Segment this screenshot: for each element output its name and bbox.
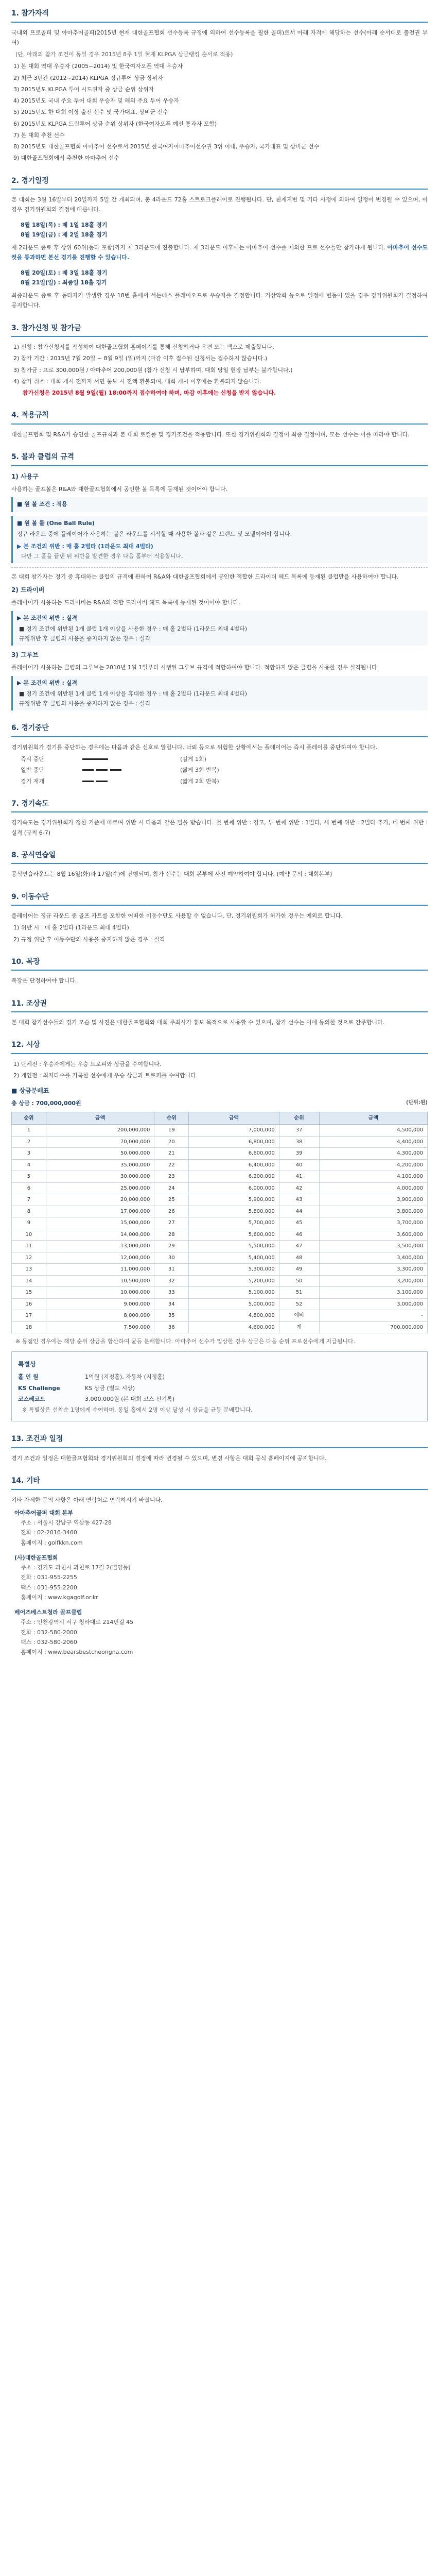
- section-header: [11, 849, 428, 865]
- amount-cell: 20,000,000: [46, 1194, 154, 1206]
- subsection-title: 3) 그루브: [11, 651, 39, 659]
- award-name: 코스레코드: [18, 1395, 46, 1402]
- rank-cell: 16: [12, 1298, 46, 1310]
- list-item: 1) 단체전 : 우승자에게는 우승 트로피와 상금을 수여합니다.: [13, 1060, 162, 1067]
- list-item: 8) 2015년도 대한골프협회 아마추어 선수로서 2015년 한국여자아마추어선수권 3위 이내, 우승자, 국가대표 및 상비군 선수: [13, 143, 320, 150]
- paragraph: 플레이어는 정규 라운드 중 골프 카트를 포함한 어떠한 이동수단도 사용할 수 없습니다. 단, 경기위원회가 허가한 경우는 예외로 합니다.: [11, 912, 343, 919]
- contact-link[interactable]: 홈페이지 : golfkkn.com: [21, 1539, 83, 1546]
- subsection-title: 1) 사용구: [11, 472, 39, 480]
- amount-cell: 30,000,000: [46, 1171, 154, 1183]
- paragraph: 경기속도는 경기위원회가 정한 기준에 따르며 위반 시 다음과 같은 벌을 받습니다. 첫 번째 위반 : 경고, 두 번째 위반 : 1벌타, 세 번째 위반 : 2벌타 추가, 네 번째 위반 : 실격 (규칙 6-7): [11, 819, 428, 836]
- column-header: 순위: [12, 1112, 46, 1125]
- special-award-row: [18, 1372, 421, 1382]
- deadline-notice: 참가신청은 2015년 8월 9일(월) 18:00까지 접수하여야 하며, 마감 이후에는 신청을 받지 않습니다.: [23, 389, 276, 396]
- amount-cell: 3,900,000: [319, 1194, 428, 1206]
- section-suspension: [11, 722, 428, 786]
- rank-cell: 8: [12, 1206, 46, 1217]
- amount-cell: 8,000,000: [46, 1310, 154, 1322]
- amount-cell: 3,700,000: [319, 1217, 428, 1229]
- prize-unit: (단위:원): [406, 1100, 428, 1106]
- rank-cell: 31: [154, 1264, 189, 1276]
- paragraph: 공식연습라운드는 8월 16일(화)과 17일(수)에 진행되며, 참가 선수는 대회 본부에 사전 예약하여야 합니다. (예약 문의 : 대회본부): [11, 871, 332, 878]
- signal-pattern-icon: [82, 781, 175, 782]
- rank-cell: 37: [279, 1125, 319, 1137]
- rank-cell: 5: [12, 1171, 46, 1183]
- section-header: [11, 7, 428, 23]
- paragraph: 플레이어가 사용하는 드라이버는 R&A의 적합 드라이버 헤드 목록에 등재된 것이어야 합니다.: [11, 599, 240, 606]
- list-item: 7) 본 대회 추천 선수: [13, 131, 65, 139]
- amount-cell: 5,700,000: [189, 1217, 279, 1229]
- list-item: 1) 위반 시 : 매 홀 2벌타 (1라운드 최대 4벌타): [13, 924, 129, 931]
- paragraph: 본 대회 참가자는 경기 중 휴대하는 클럽의 규격에 관하여 R&A와 대한골프협회에서 공인한 적합한 드라이버 헤드 목록에 등재된 클럽만을 사용하여야 합니다.: [11, 573, 399, 580]
- amount-cell: 5,800,000: [189, 1206, 279, 1217]
- rank-cell: 23: [154, 1171, 189, 1183]
- contact-link[interactable]: 홈페이지 : www.kgagolf.or.kr: [21, 1594, 98, 1601]
- amount-cell: 6,600,000: [189, 1148, 279, 1160]
- amount-cell: 5,400,000: [189, 1252, 279, 1264]
- amount-cell: 5,200,000: [189, 1275, 279, 1287]
- signal-pattern-icon: [82, 769, 175, 771]
- rank-cell: 34: [154, 1298, 189, 1310]
- list-item: 4) 2015년도 국내 주요 투어 대회 우승자 및 해외 주요 투어 우승자: [13, 97, 180, 104]
- rank-cell: 13: [12, 1264, 46, 1276]
- rule-title: ■ 원 볼 룰 (One Ball Rule): [17, 520, 95, 527]
- amount-cell: 5,100,000: [189, 1287, 279, 1299]
- signal-label: 즉시 중단: [21, 756, 45, 762]
- rule-line: ■ 경기 조건에 위반된 1개 클럽 1개 이상을 사용한 경우 : 매 홀 2벌타 (1라운드 최대 4벌타): [19, 625, 248, 632]
- rank-cell: 26: [154, 1206, 189, 1217]
- special-award-title: 특별상: [18, 1361, 36, 1368]
- amount-cell: 5,900,000: [189, 1194, 279, 1206]
- table-row: [12, 1217, 428, 1229]
- table-row: [12, 1182, 428, 1194]
- amount-cell: 6,400,000: [189, 1159, 279, 1171]
- table-row: [12, 1252, 428, 1264]
- table-row: [12, 1148, 428, 1160]
- rank-cell: 15: [12, 1287, 46, 1299]
- section-title: 9. 이동수단: [11, 892, 49, 901]
- rank-cell: 3: [12, 1148, 46, 1160]
- amount-cell: 10,500,000: [46, 1275, 154, 1287]
- rank-cell: 17: [12, 1310, 46, 1322]
- list-item: 3) 2015년도 KLPGA 투어 시드권자 중 상금 순위 상위자: [13, 86, 154, 93]
- section-misc: [11, 1475, 428, 1657]
- section-header: [11, 175, 428, 190]
- section-header: [11, 451, 428, 466]
- rule-title: ▶ 본 조건의 위반 : 실격: [17, 614, 78, 621]
- amount-cell: 6,000,000: [189, 1182, 279, 1194]
- section-header: [11, 891, 428, 906]
- amount-cell: 200,000,000: [46, 1125, 154, 1137]
- prize-meta: [11, 1098, 428, 1108]
- amount-cell: 4,500,000: [319, 1125, 428, 1137]
- amount-cell: 70,000,000: [46, 1136, 154, 1148]
- amount-cell: 17,000,000: [46, 1206, 154, 1217]
- rank-cell: 41: [279, 1171, 319, 1183]
- amount-cell: 4,800,000: [189, 1310, 279, 1322]
- section-title: 6. 경기중단: [11, 724, 49, 733]
- amount-cell: 4,400,000: [319, 1136, 428, 1148]
- contact-org: (사)대한골프협회: [14, 1554, 58, 1561]
- rank-cell: 35: [154, 1310, 189, 1322]
- amount-cell: 35,000,000: [46, 1159, 154, 1171]
- section-equipment: [11, 451, 428, 710]
- paragraph: 정규 라운드 중에 플레이어가 사용하는 볼은 라운드를 시작할 때 사용한 볼과 같은 브랜드 및 모델이어야 합니다.: [17, 531, 292, 538]
- rule-line: 규정위반 후 클럽의 사용을 중지하지 않은 경우 : 실격: [19, 635, 150, 642]
- rank-cell: 45: [279, 1217, 319, 1229]
- paragraph: 기타 자세한 문의 사항은 아래 연락처로 연락하시기 바랍니다.: [11, 1496, 163, 1503]
- amount-cell: 4,000,000: [319, 1182, 428, 1194]
- amount-cell: 3,500,000: [319, 1241, 428, 1252]
- section-header: [11, 722, 428, 737]
- amount-cell: 3,300,000: [319, 1264, 428, 1276]
- paragraph: 사용하는 골프볼은 R&A와 대한골프협회에서 공인한 볼 목록에 등재된 것이어야 합니다.: [11, 485, 227, 493]
- amount-cell: 10,000,000: [46, 1287, 154, 1299]
- amount-cell: 700,000,000: [319, 1321, 428, 1333]
- rank-cell: 36: [154, 1321, 189, 1333]
- section-header: [11, 997, 428, 1013]
- amount-cell: 12,000,000: [46, 1252, 154, 1264]
- table-header-row: [12, 1112, 428, 1125]
- list-item: 1) 신청 : 참가신청서를 작성하여 대한골프협회 홈페이지를 통해 신청하거나 우편 또는 팩스로 제출합니다.: [13, 344, 274, 350]
- contact-line: 팩스 : 032-580-2060: [21, 1638, 77, 1646]
- rank-cell: 30: [154, 1252, 189, 1264]
- column-header: 금액: [46, 1112, 154, 1125]
- table-row: [12, 1275, 428, 1287]
- amount-cell: 4,200,000: [319, 1159, 428, 1171]
- rank-cell: 46: [279, 1229, 319, 1241]
- amount-cell: 3,200,000: [319, 1275, 428, 1287]
- rank-cell: 14: [12, 1275, 46, 1287]
- list-item: 9) 대한골프협회에서 추천한 아마추어 선수: [13, 155, 119, 162]
- paragraph: 경기 조건과 일정은 대한골프협회와 경기위원회의 결정에 따라 변경될 수 있으며, 변경 사항은 대회 공식 홈페이지에 공지합니다.: [11, 1454, 326, 1462]
- paragraph: 경기위원회가 경기를 중단하는 경우에는 다음과 같은 신호로 알립니다. 낙뢰 등으로 위험한 상황에서는 플레이어는 즉시 플레이를 중단하여야 합니다.: [11, 743, 378, 751]
- rank-cell: 1: [12, 1125, 46, 1137]
- section-title: 1. 참가자격: [11, 9, 49, 18]
- section-header: [11, 322, 428, 337]
- contact-block: [14, 1508, 428, 1548]
- amount-cell: 7,000,000: [189, 1125, 279, 1137]
- schedule-line: 8월 19일(금) : 제 2일 18홀 경기: [21, 231, 108, 238]
- rank-cell: 48: [279, 1252, 319, 1264]
- rank-cell: 9: [12, 1217, 46, 1229]
- paragraph: [11, 243, 428, 263]
- contact-line: 전화 : 02-2016-3460: [21, 1529, 77, 1536]
- column-header: 금액: [189, 1112, 279, 1125]
- contact-block: [14, 1607, 428, 1657]
- signal-desc: (짧게 2회 반복): [180, 777, 219, 785]
- table-row: [12, 1136, 428, 1148]
- table-row: [12, 1125, 428, 1137]
- signal-row: [21, 754, 428, 764]
- rank-cell: 10: [12, 1229, 46, 1241]
- schedule-line: 8월 21일(일) : 최종일 18홀 경기: [21, 279, 107, 286]
- amount-cell: 5,300,000: [189, 1264, 279, 1276]
- rank-cell: 33: [154, 1287, 189, 1299]
- rank-cell: 21: [154, 1148, 189, 1160]
- penalty-text: ▶ 본 조건의 위반 : 매 홀 2벌타 (1라운드 최대 4벌타): [17, 543, 153, 550]
- table-row: [12, 1264, 428, 1276]
- signal-desc: (길게 1회): [180, 756, 206, 762]
- amount-cell: 4,600,000: [189, 1321, 279, 1333]
- note-text: ※ 특별상은 선착순 1명에게 수여하며, 동일 홀에서 2명 이상 달성 시 상금을 균등 분배합니다.: [22, 1406, 253, 1413]
- table-row: [12, 1310, 428, 1322]
- column-header: 금액: [319, 1112, 428, 1125]
- section-title: 7. 경기속도: [11, 799, 49, 808]
- amount-cell: 3,600,000: [319, 1229, 428, 1241]
- table-row: [12, 1229, 428, 1241]
- section-eligibility: [11, 7, 428, 163]
- rank-cell: 예비: [279, 1310, 319, 1322]
- rank-cell: 7: [12, 1194, 46, 1206]
- section-title: 4. 적용규칙: [11, 411, 49, 420]
- amount-cell: 3,400,000: [319, 1252, 428, 1264]
- rule-line: 규정위반 후 클럽의 사용을 중지하지 않은 경우 : 실격: [19, 700, 150, 707]
- amount-cell: 5,600,000: [189, 1229, 279, 1241]
- list-item: 6) 2015년도 KLPGA 드림투어 상금 순위 상위자 (한국여자오픈 예선 통과자 포함): [13, 120, 217, 127]
- signal-desc: (짧게 3회 반복): [180, 767, 219, 774]
- section-title: 13. 조건과 일정: [11, 1435, 63, 1444]
- contact-org: 베어즈베스트청라 골프클럽: [14, 1609, 82, 1616]
- table-row: [12, 1241, 428, 1252]
- table-row: [12, 1159, 428, 1171]
- paragraph: 대한골프협회 및 R&A가 승인한 골프규칙과 본 대회 로컬룰 및 경기조건을 적용합니다. 또한 경기위원회의 결정이 최종 결정이며, 모든 선수는 이를 따라야 합니다.: [11, 431, 410, 438]
- list-item: 3) 참가금 : 프로 300,000원 / 아마추어 200,000원 (참가 신청 시 납부하며, 대회 당일 현장 납부는 불가합니다.): [13, 366, 293, 374]
- rule-title: ▶ 본 조건의 위반 : 실격: [17, 679, 78, 686]
- prize-table-body: [12, 1125, 428, 1333]
- rank-cell: 6: [12, 1182, 46, 1194]
- rank-cell: 27: [154, 1217, 189, 1229]
- amount-cell: 11,000,000: [46, 1264, 154, 1276]
- list-item: 1) 본 대회 역대 우승자 (2005~2014) 및 한국여자오픈 역대 우승자: [13, 63, 183, 70]
- section-pace: [11, 798, 428, 838]
- rank-cell: 11: [12, 1241, 46, 1252]
- subsection-title: 2) 드라이버: [11, 586, 45, 594]
- rule-box: [11, 497, 428, 512]
- rank-cell: 18: [12, 1321, 46, 1333]
- section-title: 8. 공식연습일: [11, 851, 56, 859]
- rule-title: ■ 원 볼 조건 : 적용: [17, 500, 67, 507]
- rank-cell: 20: [154, 1136, 189, 1148]
- section-conditions: [11, 1433, 428, 1463]
- signal-label: 일반 중단: [21, 767, 45, 774]
- rank-cell: 28: [154, 1229, 189, 1241]
- contact-block: [14, 1553, 428, 1602]
- list-item: 2) 참가 기간 : 2015년 7월 20일 ~ 8월 9일 (일)까지 (마감 이후 접수된 신청서는 접수하지 않습니다.): [13, 355, 268, 362]
- rank-cell: 49: [279, 1264, 319, 1276]
- list-item: 5) 2015년도 한 대회 이상 출전 선수 및 국가대표, 상비군 선수: [13, 109, 168, 116]
- section-title: 12. 시상: [11, 1041, 40, 1049]
- rank-cell: 29: [154, 1241, 189, 1252]
- amount-cell: -: [319, 1310, 428, 1322]
- section-header: [11, 1039, 428, 1054]
- contact-line: 전화 : 031-955-2255: [21, 1574, 77, 1581]
- rank-cell: 2: [12, 1136, 46, 1148]
- rank-cell: 24: [154, 1182, 189, 1194]
- contact-line: 주소 : 경기도 과천시 과천로 17길 2(별양동): [21, 1564, 131, 1571]
- cut-note: 아마추어 선수도 컷을 통과하면 본선 경기를 진행할 수 있습니다.: [11, 244, 428, 261]
- paragraph: 국내외 프로골퍼 및 아마추어골퍼(2015년 현재 대한골프협회 선수등록 규정에 의하여 선수등록을 필한 골퍼)로서 아래 자격에 해당하는 선수(아래 순서대로 출전권 부여): [11, 29, 428, 46]
- rule-line: ■ 경기 조건에 위반된 1개 클럽 1개 이상을 휴대한 경우 : 매 홀 2벌타 (1라운드 최대 4벌타): [19, 690, 248, 697]
- paragraph: 본 대회는 3월 16일부터 20일까지 5일 간 개최되며, 총 4라운드 72홀 스트로크플레이로 진행됩니다. 단, 천재지변 및 기타 사정에 의하여 일정이 변경될 수 있으며, 이 경우 경기위원회의 결정에 따릅니다.: [11, 196, 428, 213]
- note-text: (단, 아래의 참가 조건이 동일 경우 2015년 8주 1일 현재 KLPGA 상금랭킹 순서로 적용): [15, 51, 233, 58]
- amount-cell: 6,200,000: [189, 1171, 279, 1183]
- signal-label: 경기 재개: [21, 777, 45, 785]
- prize-table: [11, 1112, 428, 1334]
- note-text: 다만 그 홀을 끝낸 뒤 위반을 발견한 경우 다음 홀부터 적용합니다.: [21, 552, 183, 560]
- section-portrait: [11, 997, 428, 1028]
- rank-cell: 42: [279, 1182, 319, 1194]
- prize-table-title: ■ 상금분배표: [11, 1087, 49, 1095]
- rank-cell: 51: [279, 1287, 319, 1299]
- amount-cell: 3,800,000: [319, 1206, 428, 1217]
- amount-cell: 7,500,000: [46, 1321, 154, 1333]
- rule-box: [11, 676, 428, 711]
- special-award-row: [18, 1383, 421, 1393]
- section-header: [11, 1433, 428, 1448]
- section-entry: [11, 322, 428, 398]
- rank-cell: 44: [279, 1206, 319, 1217]
- section-schedule: [11, 175, 428, 311]
- rank-cell: 22: [154, 1159, 189, 1171]
- note-text: ※ 동점인 경우에는 해당 순위 상금을 합산하여 균등 분배합니다. 아마추어 선수가 입상한 경우 상금은 다음 순위 프로선수에게 지급됩니다.: [15, 1338, 356, 1345]
- list-item: 4) 참가 취소 : 대회 개시 전까지 서면 통보 시 전액 환불되며, 대회 개시 이후에는 환불되지 않습니다.: [13, 378, 261, 385]
- table-row: [12, 1287, 428, 1299]
- table-row: [12, 1171, 428, 1183]
- contact-line: 전화 : 032-580-2000: [21, 1629, 77, 1636]
- amount-cell: 4,100,000: [319, 1171, 428, 1183]
- section-header: [11, 798, 428, 813]
- rank-cell: 12: [12, 1252, 46, 1264]
- signal-row: [21, 776, 428, 786]
- contact-line: 주소 : 인천광역시 서구 청라대로 214번길 45: [21, 1619, 134, 1626]
- list-item: 2) 최근 3년간 (2012~2014) KLPGA 정규투어 상금 상위자: [13, 74, 163, 81]
- rank-cell: 50: [279, 1275, 319, 1287]
- rank-cell: 계: [279, 1321, 319, 1333]
- amount-cell: 14,000,000: [46, 1229, 154, 1241]
- paragraph: 최종라운드 종료 후 동타자가 발생할 경우 18번 홀에서 서든데스 플레이오프로 우승자를 결정합니다. 기상악화 등으로 일정에 변동이 있을 경우 경기위원회가 결정하여 공지합니다.: [11, 292, 428, 309]
- amount-cell: 3,000,000: [319, 1298, 428, 1310]
- rank-cell: 52: [279, 1298, 319, 1310]
- list-item: 2) 규정 위반 후 이동수단의 사용을 중지하지 않은 경우 : 실격: [13, 936, 165, 943]
- amount-cell: 6,800,000: [189, 1136, 279, 1148]
- section-rules: [11, 409, 428, 439]
- contact-line: 팩스 : 031-955-2200: [21, 1584, 77, 1591]
- award-name: KS Challenge: [18, 1384, 60, 1392]
- rule-box: [11, 516, 428, 563]
- schedule-line: 8월 20일(토) : 제 3일 18홀 경기: [21, 269, 108, 276]
- section-transport: [11, 891, 428, 944]
- section-header: [11, 956, 428, 971]
- section-awards: [11, 1039, 428, 1421]
- table-row: [12, 1194, 428, 1206]
- amount-cell: 15,000,000: [46, 1217, 154, 1229]
- amount-cell: 5,000,000: [189, 1298, 279, 1310]
- section-title: 5. 볼과 클럽의 규격: [11, 453, 74, 461]
- rank-cell: 43: [279, 1194, 319, 1206]
- signal-row: [21, 765, 428, 775]
- contact-org: 아마추어골퍼 대회 본부: [14, 1509, 73, 1516]
- rank-cell: 47: [279, 1241, 319, 1252]
- section-practice: [11, 849, 428, 879]
- amount-cell: 5,500,000: [189, 1241, 279, 1252]
- paragraph-text: 제 2라운드 종료 후 상위 60위(동타 포함)까지 제 3라운드에 진출합니다. 제 3라운드 이후에는 아마추어 선수를 제외한 프로 선수들만 참가하게 됩니다.: [11, 244, 385, 251]
- award-value: KS 상금 (별도 시상): [85, 1384, 135, 1392]
- section-title: 2. 경기일정: [11, 176, 49, 185]
- column-header: 순위: [154, 1112, 189, 1125]
- rank-cell: 38: [279, 1136, 319, 1148]
- section-dress: [11, 956, 428, 986]
- rank-cell: 40: [279, 1159, 319, 1171]
- amount-cell: 25,000,000: [46, 1182, 154, 1194]
- paragraph: 플레이어가 사용하는 클럽의 그루브는 2010년 1월 1일부터 시행된 그루브 규격에 적합하여야 합니다. 적합하지 않은 클럽을 사용한 경우 실격됩니다.: [11, 664, 379, 671]
- rule-box: [11, 611, 428, 646]
- award-value: 3,000,000원 (본 대회 코스 신기록): [85, 1395, 175, 1402]
- amount-cell: 3,100,000: [319, 1287, 428, 1299]
- rank-cell: 32: [154, 1275, 189, 1287]
- rank-cell: 4: [12, 1159, 46, 1171]
- contact-link[interactable]: 홈페이지 : www.bearsbestcheongna.com: [21, 1649, 133, 1655]
- table-row: [12, 1321, 428, 1333]
- schedule-line: 8월 18일(목) : 제 1일 18홀 경기: [21, 221, 108, 228]
- amount-cell: 13,000,000: [46, 1241, 154, 1252]
- section-title: 14. 기타: [11, 1477, 40, 1485]
- column-header: 순위: [279, 1112, 319, 1125]
- section-title: 3. 참가신청 및 참가금: [11, 324, 81, 332]
- rank-cell: 39: [279, 1148, 319, 1160]
- amount-cell: 50,000,000: [46, 1148, 154, 1160]
- amount-cell: 9,000,000: [46, 1298, 154, 1310]
- rank-cell: 19: [154, 1125, 189, 1137]
- section-header: [11, 409, 428, 425]
- paragraph: 본 대회 참가선수들의 경기 모습 및 사진은 대한골프협회와 대회 주최사가 홍보 목적으로 사용할 수 있으며, 참가 선수는 이에 동의한 것으로 간주합니다.: [11, 1019, 385, 1026]
- special-award-box: [11, 1351, 428, 1421]
- contact-line: 주소 : 서울시 강남구 역삼동 427-28: [21, 1519, 112, 1526]
- table-row: [12, 1298, 428, 1310]
- rank-cell: 25: [154, 1194, 189, 1206]
- amount-cell: 4,300,000: [319, 1148, 428, 1160]
- signal-pattern-icon: [82, 758, 175, 760]
- section-title: 11. 조상권: [11, 999, 47, 1008]
- table-row: [12, 1206, 428, 1217]
- award-name: 홀 인 원: [18, 1374, 39, 1381]
- list-item: 2) 개인전 : 최저타수를 기록한 선수에게 우승 상금과 트로피를 수여합니다.: [13, 1072, 198, 1079]
- paragraph: 복장은 단정하여야 합니다.: [11, 977, 77, 985]
- special-award-row: [18, 1394, 421, 1404]
- prize-total: 총 상금 : 700,000,000원: [11, 1100, 81, 1107]
- section-title: 10. 복장: [11, 957, 40, 966]
- award-value: 1억원 (지정홀), 자동차 (지정홀): [85, 1374, 165, 1381]
- section-header: [11, 1475, 428, 1490]
